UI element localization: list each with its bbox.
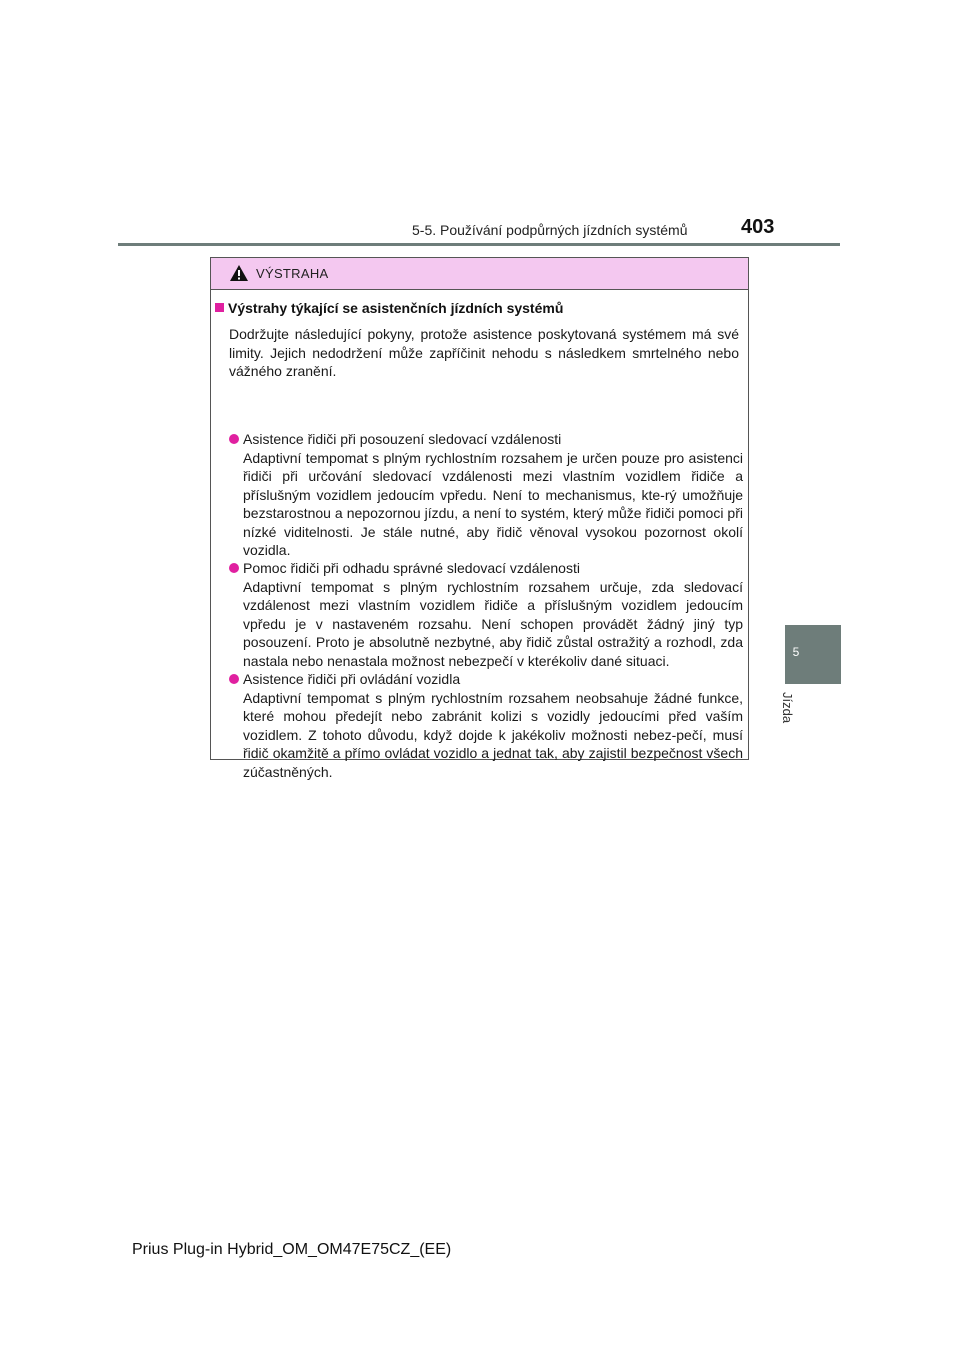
warning-section-heading-text: Výstrahy týkající se asistenčních jízdních systémů bbox=[228, 300, 564, 316]
manual-footer: Prius Plug-in Hybrid_OM_OM47E75CZ_(EE) bbox=[132, 1241, 452, 1258]
chapter-label bbox=[781, 692, 809, 752]
warning-triangle-icon bbox=[229, 264, 249, 282]
warning-title: VÝSTRAHA bbox=[256, 266, 329, 281]
section-title: 5-5. Používání podpůrných jízdních systémů bbox=[412, 222, 688, 238]
warning-section-heading bbox=[215, 300, 563, 316]
bullet-text: Adaptivní tempomat s plným rychlostním rozsahem je určen pouze pro asistenci řidiči při určování sledovací vzdálenosti mezi vlastním vozidlem řidiče a příslušným vozidlem jedoucím vpředu. Není to mechanismus, kte-rý umožňuje bezstarostnou a nepozornou jízdu, a není to systém, který může řidiči pomoci při nízké viditelnosti. Je stále nutné, aby řidič věnoval vysokou pozornost okolí vozidla. bbox=[243, 449, 743, 558]
bullet-text: Adaptivní tempomat s plným rychlostním rozsahem neobsahuje žádné funkce, které mohou předejít nebo zabránit kolizi s vozidly jedoucími před vaším vozidlem. Z tohoto důvodu, když dojde k jakékoliv možnosti nebez-pečí, musí řidič okamžitě a přímo ovládat vozidlo a jednat tak, aby zajistil bezpečnost všech zúčastněných. bbox=[243, 689, 743, 780]
round-bullet-icon bbox=[229, 434, 239, 444]
chapter-tab-number: 5 bbox=[792, 645, 800, 659]
round-bullet-icon bbox=[229, 563, 239, 573]
bullet-title: Asistence řidiči při posouzení sledovací vzdálenosti bbox=[243, 431, 562, 447]
bullet-title: Pomoc řidiči při odhadu správné sledovací vzdálenosti bbox=[243, 560, 580, 576]
warning-intro: Dodržujte následující pokyny, protože asistence poskytovaná systémem má své limity. Jejich nedodržení může zapříčinit nehodu s následkem smrtelného nebo vážného zranění. bbox=[229, 326, 739, 379]
chapter-label-text: Jízda bbox=[780, 692, 795, 724]
page-number: 403 bbox=[741, 216, 775, 238]
warning-header bbox=[211, 258, 748, 290]
round-bullet-icon bbox=[229, 674, 239, 684]
square-bullet-icon bbox=[215, 303, 224, 312]
warning-box bbox=[210, 257, 749, 780]
header-divider bbox=[118, 243, 840, 246]
bullet-title: Asistence řidiči při ovládání vozidla bbox=[243, 671, 461, 687]
bullet-text: Adaptivní tempomat s plným rychlostním rozsahem určuje, zda sledovací vzdálenost mezi vlastním vozidlem řidiče a příslušným vozidlem jedoucím vpředu je v nastaveném rozsahu. Není schopen provádět žádný jiný typ posouzení. Proto je absolutně nezbytné, aby řidič zůstal ostražitý a rozhodl, zda nastala nebo nenastala možnost nebezpečí v kterékoliv dané situaci. bbox=[243, 578, 743, 669]
chapter-tab bbox=[785, 625, 841, 684]
